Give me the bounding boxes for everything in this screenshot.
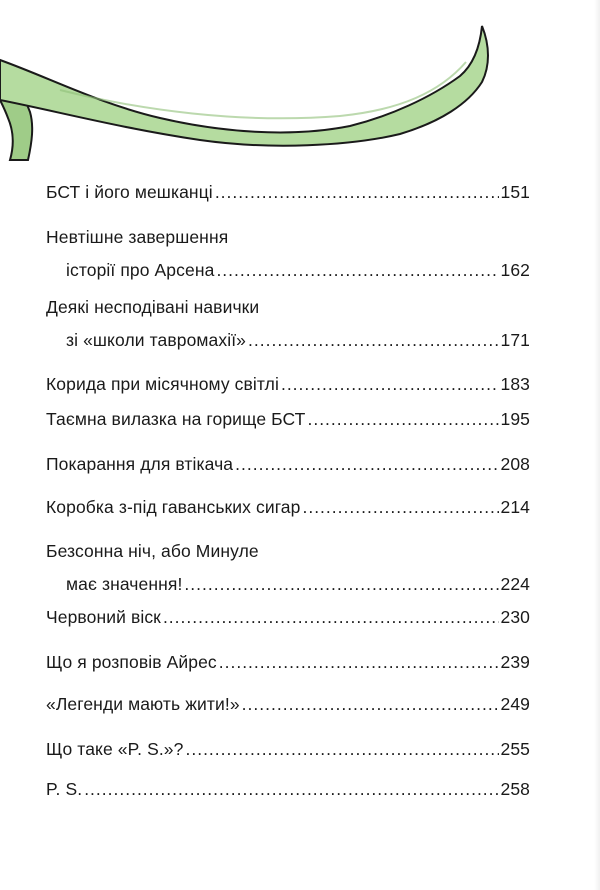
toc-title-continued: має значення! [66,574,183,594]
toc-page-number: 183 [500,374,530,394]
toc-leader-dots [281,373,499,395]
toc-leader-dots [163,606,499,628]
toc-line [46,496,530,518]
toc-page-number: 208 [500,454,530,474]
toc-line [46,738,530,760]
toc-line [46,408,530,430]
toc-leader-dots [185,738,498,760]
toc-title: Деякі несподівані навички [46,297,260,317]
toc-entry [46,181,530,203]
toc-entry [46,453,530,475]
toc-entry [46,651,530,673]
toc-line [46,329,530,351]
green-ribbon-illustration [0,0,600,180]
toc-leader-dots [84,778,498,800]
toc-line [46,540,530,562]
toc-entry [46,540,530,595]
ribbon-band [0,26,488,146]
toc-title-continued: історії про Арсена [66,260,215,280]
toc-page-number: 214 [500,497,530,517]
toc-leader-dots [215,181,499,203]
toc-leader-dots [307,408,498,430]
toc-entry [46,296,530,351]
toc-line [46,296,530,318]
toc-entry [46,373,530,395]
toc-leader-dots [184,573,498,595]
toc-line [46,573,530,595]
page-edge-shadow [594,0,600,890]
toc-leader-dots [248,329,498,351]
toc-line [46,453,530,475]
toc-title: Корида при місячному світлі [46,374,279,394]
toc-page-number: 195 [500,409,530,429]
toc-entry [46,693,530,715]
toc-entry [46,496,530,518]
toc-page-number: 162 [500,260,530,280]
toc-title: Що я розповів Айрес [46,652,217,672]
toc-line [46,693,530,715]
toc-title: Таємна вилазка на горище БСТ [46,409,306,429]
toc-line [46,226,530,248]
toc-page-number: 171 [500,330,530,350]
toc-title: БСТ і його мешканці [46,182,213,202]
toc-title-continued: зі «школи тавромахії» [66,330,247,350]
toc-entry [46,408,530,430]
toc-leader-dots [242,693,499,715]
toc-page-number: 224 [500,574,530,594]
toc-title: Невтішне завершення [46,227,229,247]
toc-line [46,259,530,281]
toc-page-number: 249 [500,694,530,714]
toc-title: Що таке «P. S.»? [46,739,184,759]
toc-line [46,181,530,203]
toc-page-number: 151 [500,182,530,202]
toc-page-number: 258 [500,779,530,799]
toc-title: Червоний віск [46,607,161,627]
toc-title: Коробка з-під гаванських сигар [46,497,301,517]
toc-title: Покарання для втікача [46,454,234,474]
toc-entry [46,606,530,628]
toc-entry [46,778,530,800]
toc-leader-dots [219,651,499,673]
toc-line [46,373,530,395]
toc-leader-dots [302,496,498,518]
toc-title: P. S. [46,779,83,799]
toc-leader-dots [235,453,498,475]
toc-line [46,651,530,673]
toc-line [46,778,530,800]
toc-entry [46,738,530,760]
toc-entry [46,226,530,281]
toc-title: Безсонна ніч, або Минуле [46,541,259,561]
toc-line [46,606,530,628]
toc-page-number: 239 [500,652,530,672]
toc-page-number: 230 [500,607,530,627]
toc-title: «Легенди мають жити!» [46,694,240,714]
toc-leader-dots [216,259,498,281]
toc-page-number: 255 [500,739,530,759]
